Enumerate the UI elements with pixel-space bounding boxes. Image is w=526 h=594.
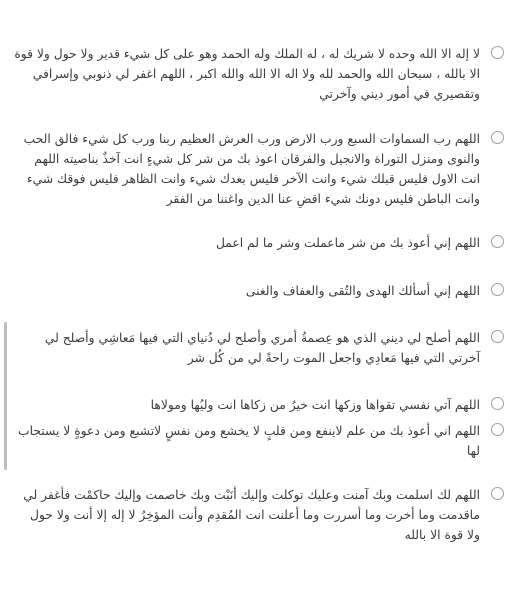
option-label: لا إله الا الله وحده لا شريك له ، له الملك وله الحمد وهو على كل شيء قدير ولا حول ولا قوة الا بالله ، سبحان الله والحمد لله ولا اله الا الله والله اكبر ، اللهم اغفر لي ذنوبي وإسرافي وتقصيري في أمور ديني وآخرتي [14, 47, 480, 101]
radio-button[interactable] [491, 46, 504, 59]
option-2[interactable] [14, 129, 504, 209]
radio-button[interactable] [491, 423, 504, 436]
option-label: اللهم اني أعوذ بك من علم لاينفع ومن قلبٍ لا يخشع ومن نفسٍ لاتشبع ومن دعوةٍ لا يستجاب لها [18, 424, 480, 458]
option-3[interactable] [14, 233, 504, 253]
radio-button[interactable] [491, 397, 504, 410]
radio-button[interactable] [491, 283, 504, 296]
radio-button[interactable] [491, 487, 504, 500]
radio-button[interactable] [491, 131, 504, 144]
option-1[interactable] [14, 44, 504, 104]
option-6[interactable] [14, 395, 504, 415]
option-5[interactable] [14, 328, 504, 368]
option-label: اللهم إني أعوذ بك من شر ماعملت وشر ما لم اعمل [215, 236, 480, 250]
radio-button[interactable] [491, 235, 504, 248]
radio-button[interactable] [491, 330, 504, 343]
option-label: اللهم رب السماوات السبع ورب الارض ورب العرش العظيم ربنا ورب كل شيء فالق الحب والنوى ومنزل التوراة والانجيل والفرقان اعوذ بك من شر كل شيءٍ انت آخذٌ بناصيته اللهم انت الاول فليس قبلك شيء وانت الآخر فليس بعدك شيء وانت الظاهر فليس فوقك شيء وانت الباطن فليس دونك شيء اقضِ عنا الدين واغننا من الفقر [23, 132, 480, 206]
option-label: اللهم أصلح لي ديني الذي هو عِصمةُ أمري وأصلح لي دُنياي التي فيها مَعاشِي وأصلح لي آخرتي التي فيها مَعادِي واجعل الموت راحةً لي من كُل شر [44, 331, 480, 365]
option-label: اللهم إني أسألك الهدى والتُقى والعفاف والغنى [245, 284, 480, 298]
option-label: اللهم لك اسلمت وبك آمنت وعليك توكلت وإليك أنَبْت وبك خاصمت وإليك حاكمْت فأغفر لي ماقدمت وما أخرت وما أسررت وما أعلنت انت المُقدِم وأنت المؤخِرُ لا إله إلا أنت ولا حول ولا قوة الا بالله [23, 488, 480, 542]
option-label: اللهم آتي نفسي تقواها وزكها انت خيرُ من زكاها انت وليُها ومولاها [150, 398, 480, 412]
scrollbar[interactable] [4, 322, 7, 470]
option-4[interactable] [14, 281, 504, 301]
option-7[interactable] [14, 421, 504, 461]
option-8[interactable] [14, 485, 504, 545]
